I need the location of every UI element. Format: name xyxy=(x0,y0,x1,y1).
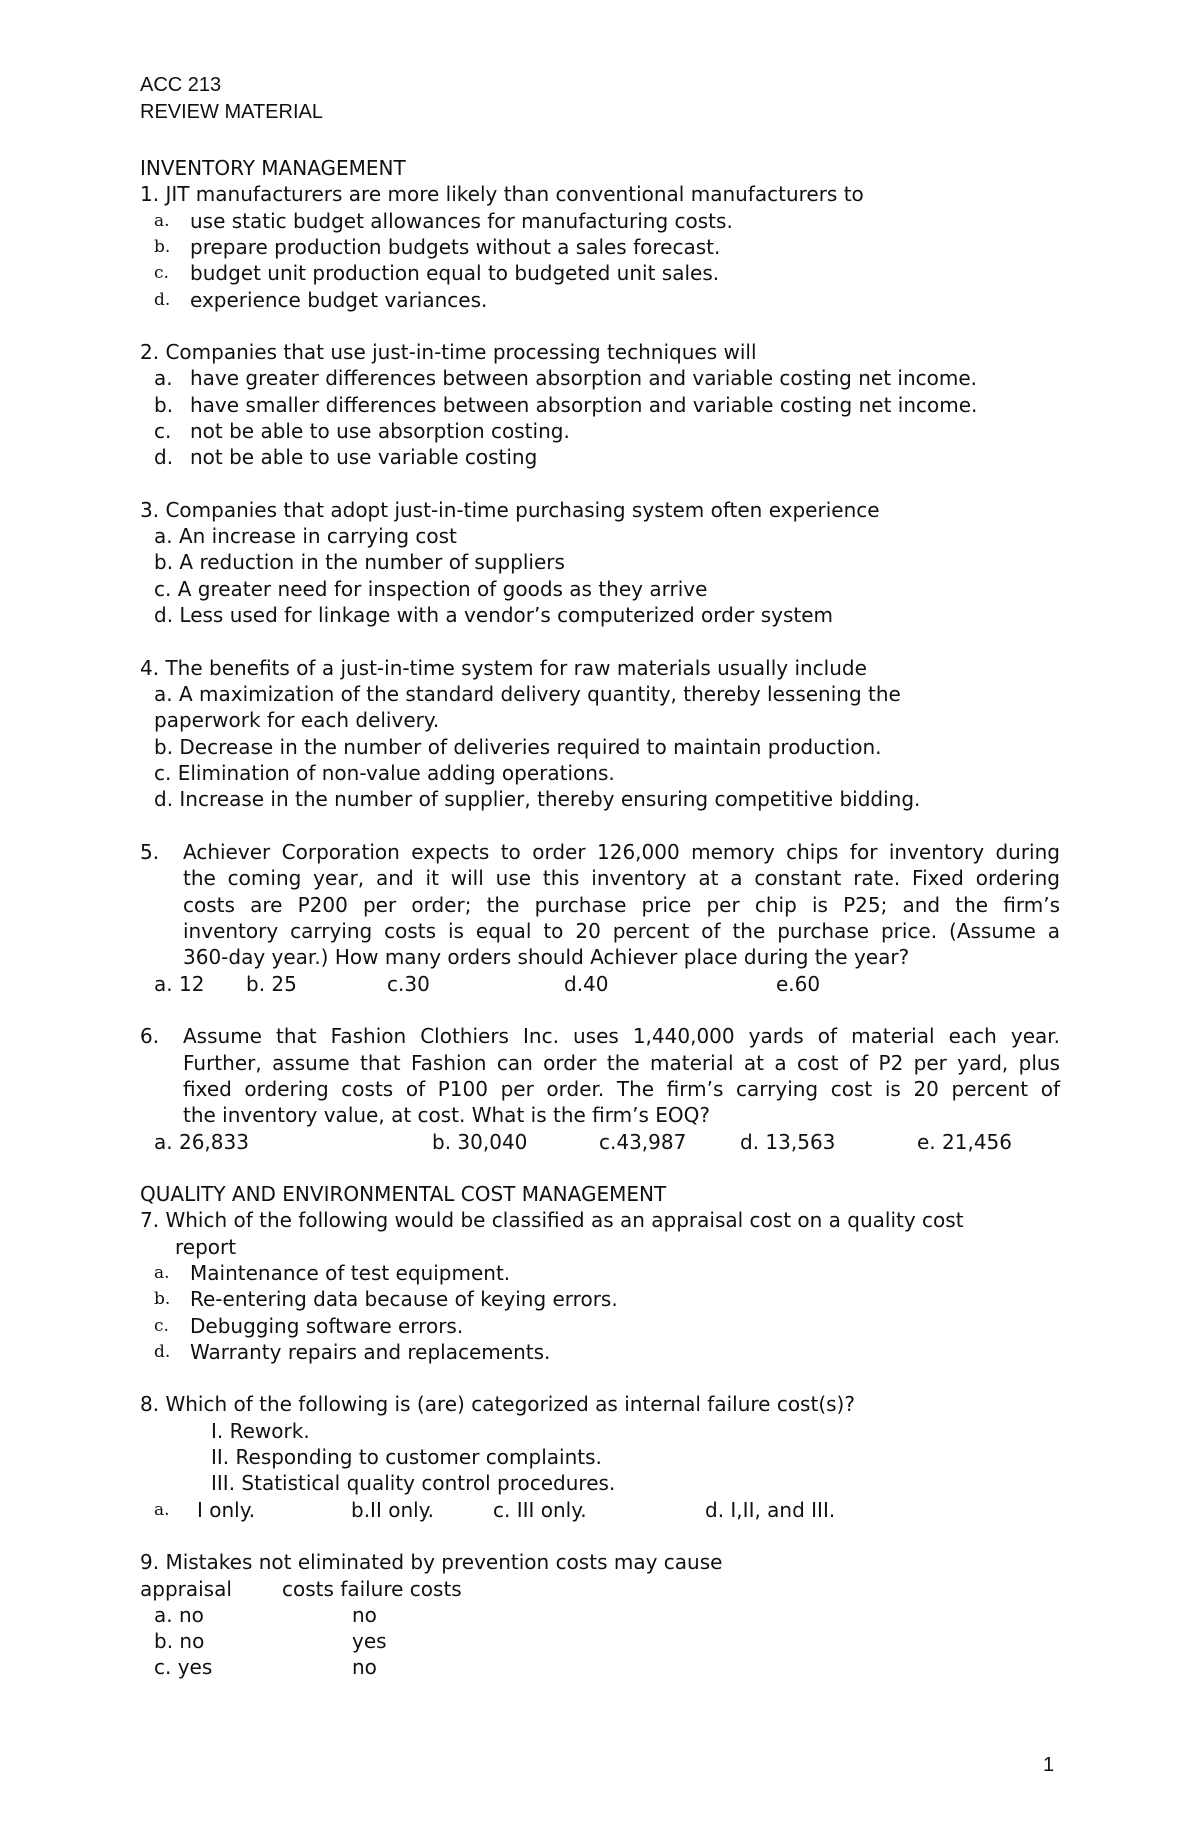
question-text-line: fixed ordering costs of P100 per order. The firm’s carrying cost is 20 percent of xyxy=(183,1077,1060,1101)
option-label: a. xyxy=(154,1500,170,1520)
option-text: Maintenance of test equipment. xyxy=(190,1261,511,1285)
option-text: have greater differences between absorption and variable costing net income. xyxy=(190,366,978,390)
option-d: d.40 xyxy=(564,972,609,996)
course-code: ACC 213 xyxy=(140,74,222,96)
option-b: b. 30,040 xyxy=(432,1130,528,1154)
option-text: Debugging software errors. xyxy=(190,1314,464,1338)
option-label: a. xyxy=(154,211,170,231)
option-label: b. xyxy=(154,237,171,257)
option-label: c. xyxy=(154,1316,169,1336)
document-title: REVIEW MATERIAL xyxy=(140,101,323,123)
option-label: d. xyxy=(154,445,174,469)
question-text-line: Further, assume that Fashion can order the material at a cost of P2 per yard, plus xyxy=(183,1051,1060,1075)
question-text-line: the coming year, and it will use this inventory at a constant rate. Fixed ordering xyxy=(183,866,1060,890)
answer-row-left: a. no xyxy=(154,1603,204,1627)
option-e: e. 21,456 xyxy=(917,1130,1012,1154)
answer-row-right: no xyxy=(352,1603,377,1627)
question-stem: 1. JIT manufacturers are more likely than conventional manufacturers to xyxy=(140,182,864,206)
option-label: b. xyxy=(154,1289,171,1309)
option-label: d. xyxy=(154,290,171,310)
option-label: a. xyxy=(154,1263,170,1283)
option-c: c.30 xyxy=(387,972,430,996)
option-text: not be able to use absorption costing. xyxy=(190,419,570,443)
page-number: 1 xyxy=(1043,1754,1055,1776)
option-label: d. xyxy=(154,1342,171,1362)
option-a: I only. xyxy=(197,1498,256,1522)
statement-i: I. Rework. xyxy=(211,1419,310,1443)
question-text-line: Achiever Corporation expects to order 126,000 memory chips for inventory during xyxy=(183,840,1060,864)
option-label: c. xyxy=(154,263,169,283)
question-text-line: 360-day year.) How many orders should Achiever place during the year? xyxy=(183,945,910,969)
answer-row-right: no xyxy=(352,1655,377,1679)
option-c: c. Elimination of non-value adding operations. xyxy=(154,761,615,785)
option-b: b. 25 xyxy=(246,972,297,996)
question-stem: 2. Companies that use just-in-time processing techniques will xyxy=(140,340,757,364)
option-text: budget unit production equal to budgeted unit sales. xyxy=(190,261,720,285)
question-stem: 9. Mistakes not eliminated by prevention costs may cause xyxy=(140,1550,723,1574)
statement-ii: II. Responding to customer complaints. xyxy=(211,1445,602,1469)
option-label: a. xyxy=(154,366,173,390)
answer-row-left: b. no xyxy=(154,1629,205,1653)
question-text-line: inventory carrying costs is equal to 20 percent of the purchase price. (Assume a xyxy=(183,919,1060,943)
option-text: prepare production budgets without a sales forecast. xyxy=(190,235,721,259)
question-stem: 8. Which of the following is (are) categorized as internal failure cost(s)? xyxy=(140,1392,855,1416)
option-b: b.II only. xyxy=(351,1498,435,1522)
option-text: not be able to use variable costing xyxy=(190,445,538,469)
section-heading-inventory: INVENTORY MANAGEMENT xyxy=(140,156,406,180)
option-a: a. An increase in carrying cost xyxy=(154,524,457,548)
question-text-line: Assume that Fashion Clothiers Inc. uses 1,440,000 yards of material each year. xyxy=(183,1024,1060,1048)
question-stem: 7. Which of the following would be classified as an appraisal cost on a quality cost xyxy=(140,1208,964,1232)
option-d: d. 13,563 xyxy=(740,1130,836,1154)
option-a-continued: paperwork for each delivery. xyxy=(154,708,440,732)
option-b: b. A reduction in the number of suppliers xyxy=(154,550,565,574)
column-header-appraisal: appraisal xyxy=(140,1577,232,1601)
option-a: a. 12 xyxy=(154,972,205,996)
option-text: Re-entering data because of keying errors. xyxy=(190,1287,618,1311)
question-number: 5. xyxy=(140,840,160,864)
option-label: b. xyxy=(154,393,174,417)
option-b: b. Decrease in the number of deliveries required to maintain production. xyxy=(154,735,882,759)
option-d: d. I,II, and III. xyxy=(705,1498,836,1522)
option-a: a. A maximization of the standard delivery quantity, thereby lessening the xyxy=(154,682,901,706)
option-text: Warranty repairs and replacements. xyxy=(190,1340,551,1364)
option-text: experience budget variances. xyxy=(190,288,488,312)
option-d: d. Increase in the number of supplier, thereby ensuring competitive bidding. xyxy=(154,787,921,811)
option-text: have smaller differences between absorption and variable costing net income. xyxy=(190,393,978,417)
option-c: c. III only. xyxy=(493,1498,587,1522)
option-c: c. A greater need for inspection of goods as they arrive xyxy=(154,577,708,601)
statement-iii: III. Statistical quality control procedures. xyxy=(211,1471,616,1495)
question-text-line: the inventory value, at cost. What is the firm’s EOQ? xyxy=(183,1103,710,1127)
option-text: use static budget allowances for manufacturing costs. xyxy=(190,209,733,233)
option-d: d. Less used for linkage with a vendor’s computerized order system xyxy=(154,603,834,627)
question-stem: 4. The benefits of a just-in-time system for raw materials usually include xyxy=(140,656,867,680)
question-text-line: costs are P200 per order; the purchase price per chip is P25; and the firm’s xyxy=(183,893,1060,917)
section-heading-quality: QUALITY AND ENVIRONMENTAL COST MANAGEMENT xyxy=(140,1182,667,1206)
option-c: c.43,987 xyxy=(599,1130,687,1154)
option-a: a. 26,833 xyxy=(154,1130,249,1154)
question-number: 6. xyxy=(140,1024,160,1048)
option-label: c. xyxy=(154,419,172,443)
option-e: e.60 xyxy=(776,972,821,996)
answer-row-left: c. yes xyxy=(154,1655,213,1679)
answer-row-right: yes xyxy=(352,1629,387,1653)
question-stem: 3. Companies that adopt just-in-time purchasing system often experience xyxy=(140,498,880,522)
question-stem-continued: report xyxy=(175,1235,237,1259)
column-header-failure: costs failure costs xyxy=(282,1577,462,1601)
